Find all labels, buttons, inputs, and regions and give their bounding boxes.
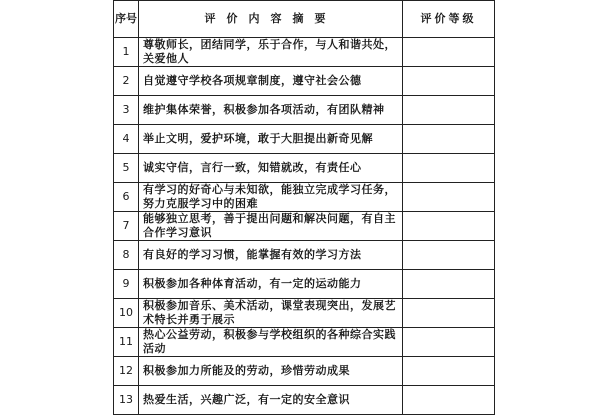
row-number: 1: [114, 38, 139, 67]
table-row: [114, 96, 495, 125]
table-row: [114, 183, 495, 212]
row-number: 7: [114, 212, 139, 241]
table-row: [114, 154, 495, 183]
table-row: [114, 270, 495, 299]
row-grade-cell[interactable]: [403, 212, 495, 241]
table-header-row: [114, 1, 495, 38]
row-grade-cell[interactable]: [403, 299, 495, 328]
evaluation-table: [113, 0, 495, 415]
row-description: 有学习的好奇心与未知欲，能独立完成学习任务，努力克服学习中的困难: [139, 183, 403, 212]
row-description: 举止文明，爱护环境，敢于大胆提出新奇见解: [139, 125, 403, 154]
table-row: [114, 386, 495, 415]
table-row: [114, 328, 495, 357]
row-number: 8: [114, 241, 139, 270]
row-grade-cell[interactable]: [403, 154, 495, 183]
row-description: 热心公益劳动，积极参与学校组织的各种综合实践活动: [139, 328, 403, 357]
row-number: 13: [114, 386, 139, 415]
row-number: 5: [114, 154, 139, 183]
header-evaluation-content: 评价内容摘要: [139, 1, 403, 38]
table-row: [114, 299, 495, 328]
row-grade-cell[interactable]: [403, 38, 495, 67]
row-grade-cell[interactable]: [403, 183, 495, 212]
row-number: 11: [114, 328, 139, 357]
row-grade-cell[interactable]: [403, 328, 495, 357]
header-evaluation-grade: 评价等级: [403, 1, 495, 38]
row-description: 积极参加力所能及的劳动，珍惜劳动成果: [139, 357, 403, 386]
row-description: 热爱生活，兴趣广泛，有一定的安全意识: [139, 386, 403, 415]
row-description: 有良好的学习习惯，能掌握有效的学习方法: [139, 241, 403, 270]
table-row: [114, 67, 495, 96]
row-description: 自觉遵守学校各项规章制度，遵守社会公德: [139, 67, 403, 96]
table-row: [114, 38, 495, 67]
header-serial-number: 序号: [114, 1, 139, 38]
row-description: 尊敬师长，团结同学，乐于合作，与人和谐共处，关爱他人: [139, 38, 403, 67]
row-grade-cell[interactable]: [403, 270, 495, 299]
row-grade-cell[interactable]: [403, 386, 495, 415]
row-description: 诚实守信，言行一致，知错就改，有责任心: [139, 154, 403, 183]
row-number: 6: [114, 183, 139, 212]
row-grade-cell[interactable]: [403, 96, 495, 125]
table-row: [114, 241, 495, 270]
row-number: 2: [114, 67, 139, 96]
row-grade-cell[interactable]: [403, 357, 495, 386]
row-grade-cell[interactable]: [403, 125, 495, 154]
table-row: [114, 357, 495, 386]
row-description: 能够独立思考，善于提出问题和解决问题，有自主合作学习意识: [139, 212, 403, 241]
table-row: [114, 125, 495, 154]
row-grade-cell[interactable]: [403, 67, 495, 96]
table-row: [114, 212, 495, 241]
row-number: 3: [114, 96, 139, 125]
row-grade-cell[interactable]: [403, 241, 495, 270]
row-number: 4: [114, 125, 139, 154]
row-description: 积极参加各种体育活动，有一定的运动能力: [139, 270, 403, 299]
row-description: 维护集体荣誉，积极参加各项活动，有团队精神: [139, 96, 403, 125]
row-description: 积极参加音乐、美术活动，课堂表现突出，发展艺术特长并勇于展示: [139, 299, 403, 328]
row-number: 10: [114, 299, 139, 328]
row-number: 9: [114, 270, 139, 299]
row-number: 12: [114, 357, 139, 386]
evaluation-sheet: [113, 0, 494, 415]
